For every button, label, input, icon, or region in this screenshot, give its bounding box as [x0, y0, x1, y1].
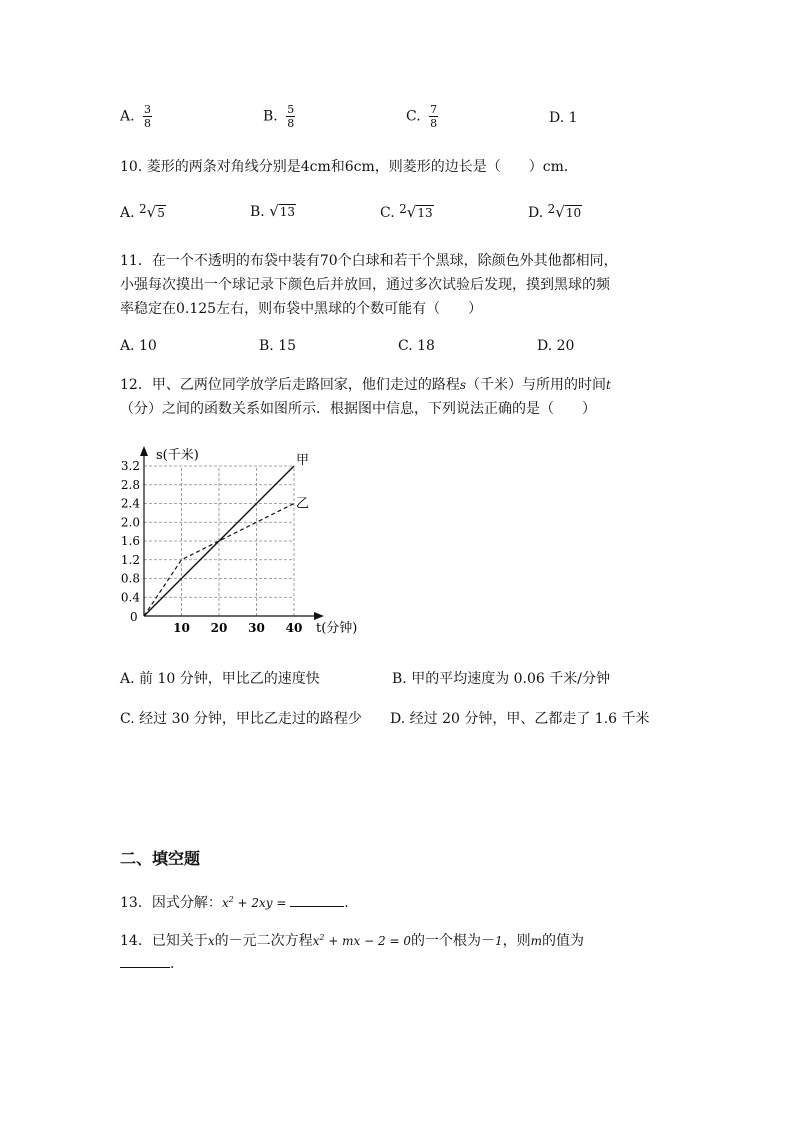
option-label: D.	[537, 338, 553, 354]
q10-option-b	[250, 202, 296, 220]
q10-option-a	[120, 202, 166, 221]
option-value: 15	[278, 338, 297, 354]
x-tick-label: 20	[210, 621, 228, 635]
fraction	[286, 104, 295, 129]
numerator: 3	[144, 103, 152, 116]
diagonal-1: 4cm	[300, 159, 331, 175]
coefficient: 2	[547, 202, 556, 216]
y-tick-label: 2.8	[120, 477, 140, 492]
question-11-line-1: 11．在一个不透明的布袋中装有70个白球和若干个黑球，除颜色外其他都相同，	[120, 253, 618, 269]
question-text: 的一个根为－	[410, 933, 495, 949]
root-value: 1	[494, 934, 503, 948]
question-14	[120, 930, 584, 950]
denominator: 8	[287, 117, 295, 130]
numerator: 7	[430, 103, 438, 116]
question-number: 10.	[120, 159, 143, 175]
question-12-line-2: （分）之间的函数关系如图所示．根据图中信息，下列说法正确的是（ ）	[120, 401, 596, 417]
radical: 2√5	[139, 202, 165, 221]
x-tick-label: 10	[173, 621, 190, 635]
question-text: 14．已知关于	[120, 933, 208, 949]
question-13	[120, 892, 349, 912]
expression	[222, 896, 290, 910]
distance-time-chart	[100, 436, 380, 646]
q10-option-d	[528, 202, 582, 221]
variable-t: t	[606, 378, 611, 392]
equation	[313, 934, 411, 948]
option-label: A.	[120, 108, 135, 125]
question-12-line-1	[120, 374, 611, 394]
y-tick-label: 0.4	[120, 590, 140, 605]
expr-exponent: 2	[228, 895, 234, 904]
fraction	[143, 104, 152, 129]
diagonal-2: 6cm	[344, 159, 375, 175]
q12-option-c: C. 经过 30 分钟，甲比乙走过的路程少	[120, 711, 362, 727]
question-text: 12．甲、乙两位同学放学后走路回家，他们走过的路程	[120, 377, 460, 393]
q9-option-b	[263, 104, 295, 129]
chart-series	[144, 453, 309, 616]
x-axis-label: t(分钟)	[316, 621, 358, 636]
question-14-answer	[120, 956, 174, 972]
coefficient: 2	[139, 202, 147, 216]
eq-rest: + mx − 2 = 0	[324, 934, 411, 948]
option-label: D.	[549, 110, 565, 126]
y-tick-label: 3.2	[120, 459, 140, 473]
answer-blank[interactable]	[120, 967, 170, 968]
y-tick-label: 1.6	[120, 534, 140, 548]
option-label: C.	[406, 108, 421, 125]
variable-x: x	[207, 934, 215, 948]
question-text: 菱形的两条对角线分别是	[146, 159, 301, 175]
coefficient: 2	[399, 202, 407, 216]
option-label: B.	[250, 204, 265, 220]
option-label: A.	[120, 205, 135, 221]
y-axis-label: s(千米)	[156, 448, 199, 463]
x-tick-label: 40	[285, 621, 303, 635]
unit: cm．	[542, 159, 578, 175]
option-label: B.	[259, 338, 274, 354]
answer-blank[interactable]	[290, 906, 344, 907]
variable-s: s	[459, 378, 466, 392]
question-text: 和	[330, 159, 345, 175]
chart-axes	[140, 446, 324, 620]
q12-option-d: D. 经过 20 分钟，甲、乙都走了 1.6 千米	[390, 711, 650, 727]
option-label: C.	[398, 338, 413, 354]
origin-label: 0	[130, 610, 138, 624]
option-label: D.	[528, 205, 544, 221]
punctuation: .	[170, 956, 175, 972]
q11-option-d	[537, 338, 574, 354]
radical: 2√13	[399, 202, 433, 221]
option-value: 18	[417, 338, 435, 354]
expr-x: x	[221, 896, 229, 910]
q12-option-a: A. 前 10 分钟，甲比乙的速度快	[120, 671, 320, 687]
question-10	[120, 156, 578, 176]
eq-exponent: 2	[319, 933, 325, 942]
question-text: ，则	[502, 933, 531, 949]
option-label: B.	[263, 108, 278, 125]
expr-rest: + 2xy =	[233, 896, 291, 910]
variable-m: m	[530, 934, 542, 948]
radicand: 13	[417, 206, 433, 220]
q12-option-b: B. 甲的平均速度为 0.06 千米/分钟	[392, 671, 610, 687]
q9-option-c	[406, 104, 438, 129]
radicand: 5	[157, 206, 165, 220]
x-tick-label: 30	[248, 621, 265, 635]
y-axis-arrow-icon	[140, 446, 148, 456]
punctuation: .	[344, 895, 349, 911]
question-text: 13．因式分解：	[120, 895, 222, 911]
option-value: 10	[139, 338, 157, 354]
numerator: 5	[287, 103, 295, 116]
question-text: 的值为	[541, 933, 584, 949]
question-text: ，则菱形的边长是（ ）	[374, 159, 543, 175]
y-tick-label: 2.0	[120, 515, 140, 530]
denominator: 8	[430, 117, 438, 130]
q11-option-a	[120, 338, 157, 354]
option-label: A.	[120, 338, 135, 354]
y-tick-label: 1.2	[120, 552, 140, 567]
radicand: 10	[565, 206, 582, 220]
y-tick-label: 0.8	[120, 571, 140, 586]
radical: √13	[269, 202, 296, 220]
question-11-line-3: 率稳定在0.125左右，则布袋中黑球的个数可能有（ ）	[120, 301, 483, 317]
q11-option-c	[398, 338, 435, 354]
series-label: 乙	[296, 496, 310, 512]
eq-x: x	[312, 934, 320, 948]
denominator: 8	[144, 117, 152, 130]
radicand: 13	[279, 205, 296, 219]
q9-option-d	[549, 110, 578, 126]
section-title: 二、填空题	[120, 849, 201, 868]
option-value: 1	[568, 110, 578, 126]
question-text: （千米）与所用的时间	[466, 377, 606, 393]
series-label: 甲	[296, 453, 310, 468]
fraction	[429, 104, 438, 129]
option-value: 20	[556, 338, 575, 354]
y-tick-label: 2.4	[120, 496, 140, 511]
q10-option-c	[380, 202, 434, 221]
option-label: C.	[380, 205, 395, 221]
question-text: 的－元二次方程	[214, 933, 313, 949]
q11-option-b	[259, 338, 296, 354]
q9-option-a	[120, 104, 152, 129]
radical: 2√10	[547, 202, 582, 221]
question-11-line-2: 小强每次摸出一个球记录下颜色后并放回，通过多次试验后发现，摸到黑球的频	[120, 277, 610, 293]
x-axis-arrow-icon	[314, 612, 324, 620]
